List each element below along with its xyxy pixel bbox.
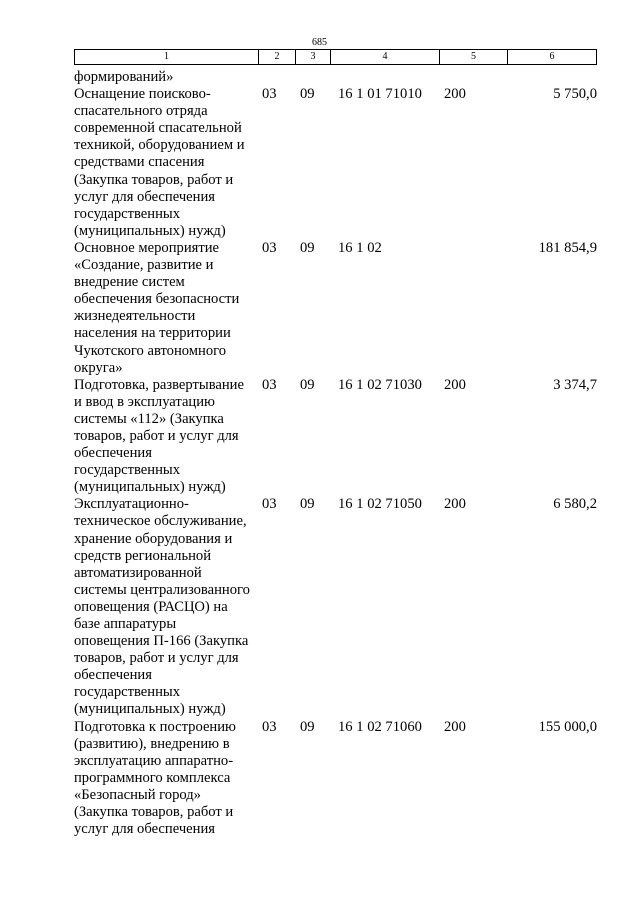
header-col-5: 5 <box>440 50 508 64</box>
row-subsection: 09 <box>300 376 315 393</box>
header-col-2: 2 <box>259 50 296 64</box>
row-amount: 5 750,0 <box>553 86 597 103</box>
table-row <box>74 86 597 240</box>
row-section: 03 <box>262 718 277 735</box>
row-description: Подготовка к построению (развитию), внедрению в эксплуатацию аппаратно- программного комплекса «Безопасный город» (Закупка товаров, работ и услуг для обеспечения <box>74 718 236 838</box>
table-row <box>74 377 597 497</box>
row-expense-type: 200 <box>444 86 466 103</box>
page-number: 685 <box>312 37 327 48</box>
row-amount: 3 374,7 <box>553 376 597 393</box>
row-amount <box>507 69 597 86</box>
row-target-code: 16 1 02 <box>338 239 382 256</box>
header-col-4: 4 <box>331 50 440 64</box>
row-expense-type: 200 <box>444 718 466 735</box>
row-subsection: 09 <box>300 496 315 513</box>
table-row <box>74 240 597 377</box>
row-target-code: 16 1 02 71060 <box>338 718 422 735</box>
row-description: Основное мероприятие «Создание, развитие и внедрение систем обеспечения безопасности жизнедеятельности населения на территории Чукотского автономного округа» <box>74 239 240 376</box>
row-expense-type <box>439 240 507 377</box>
header-col-1: 1 <box>75 50 259 64</box>
row-target-code: 16 1 01 71010 <box>338 86 422 103</box>
row-target-code: 16 1 02 71030 <box>338 376 422 393</box>
row-section <box>258 69 295 86</box>
row-description: Оснащение поисково- спасательного отряда современной спасательной техникой, оборудованием и средствами спасения (Закупка товаров, работ и услуг для обеспечения государственных (муниципальных) нужд) <box>74 86 245 239</box>
table-row <box>74 69 597 86</box>
row-subsection: 09 <box>300 239 315 256</box>
row-amount: 6 580,2 <box>553 496 597 513</box>
row-expense-type: 200 <box>444 376 466 393</box>
row-expense-type: 200 <box>444 496 466 513</box>
table-row <box>74 496 597 718</box>
row-description: Эксплуатационно- техническое обслуживание, хранение оборудования и средств региональной автоматизированной системы централизованного оповещения (РАСЦО) на базе аппаратуры оповещения П-166 (Закупка товаров, работ и услуг для обеспечения государственных (муниципальных) нужд) <box>74 496 250 718</box>
table-body <box>74 69 597 838</box>
row-section: 03 <box>262 496 277 513</box>
row-expense-type <box>439 69 507 86</box>
row-description: формирований» <box>74 69 174 85</box>
row-subsection: 09 <box>300 86 315 103</box>
row-description: Подготовка, развертывание и ввод в эксплуатацию системы «112» (Закупка товаров, работ и услуг для обеспечения государственных (муниципальных) нужд) <box>74 376 244 496</box>
row-section: 03 <box>262 239 277 256</box>
row-section: 03 <box>262 86 277 103</box>
row-subsection: 09 <box>300 718 315 735</box>
table-row <box>74 719 597 839</box>
table-header <box>74 49 597 65</box>
row-amount: 181 854,9 <box>538 239 597 256</box>
header-col-3: 3 <box>296 50 331 64</box>
row-section: 03 <box>262 376 277 393</box>
row-amount: 155 000,0 <box>538 718 597 735</box>
row-target-code <box>330 69 439 86</box>
row-target-code: 16 1 02 71050 <box>338 496 422 513</box>
row-subsection <box>295 69 330 86</box>
header-col-6: 6 <box>549 51 555 62</box>
